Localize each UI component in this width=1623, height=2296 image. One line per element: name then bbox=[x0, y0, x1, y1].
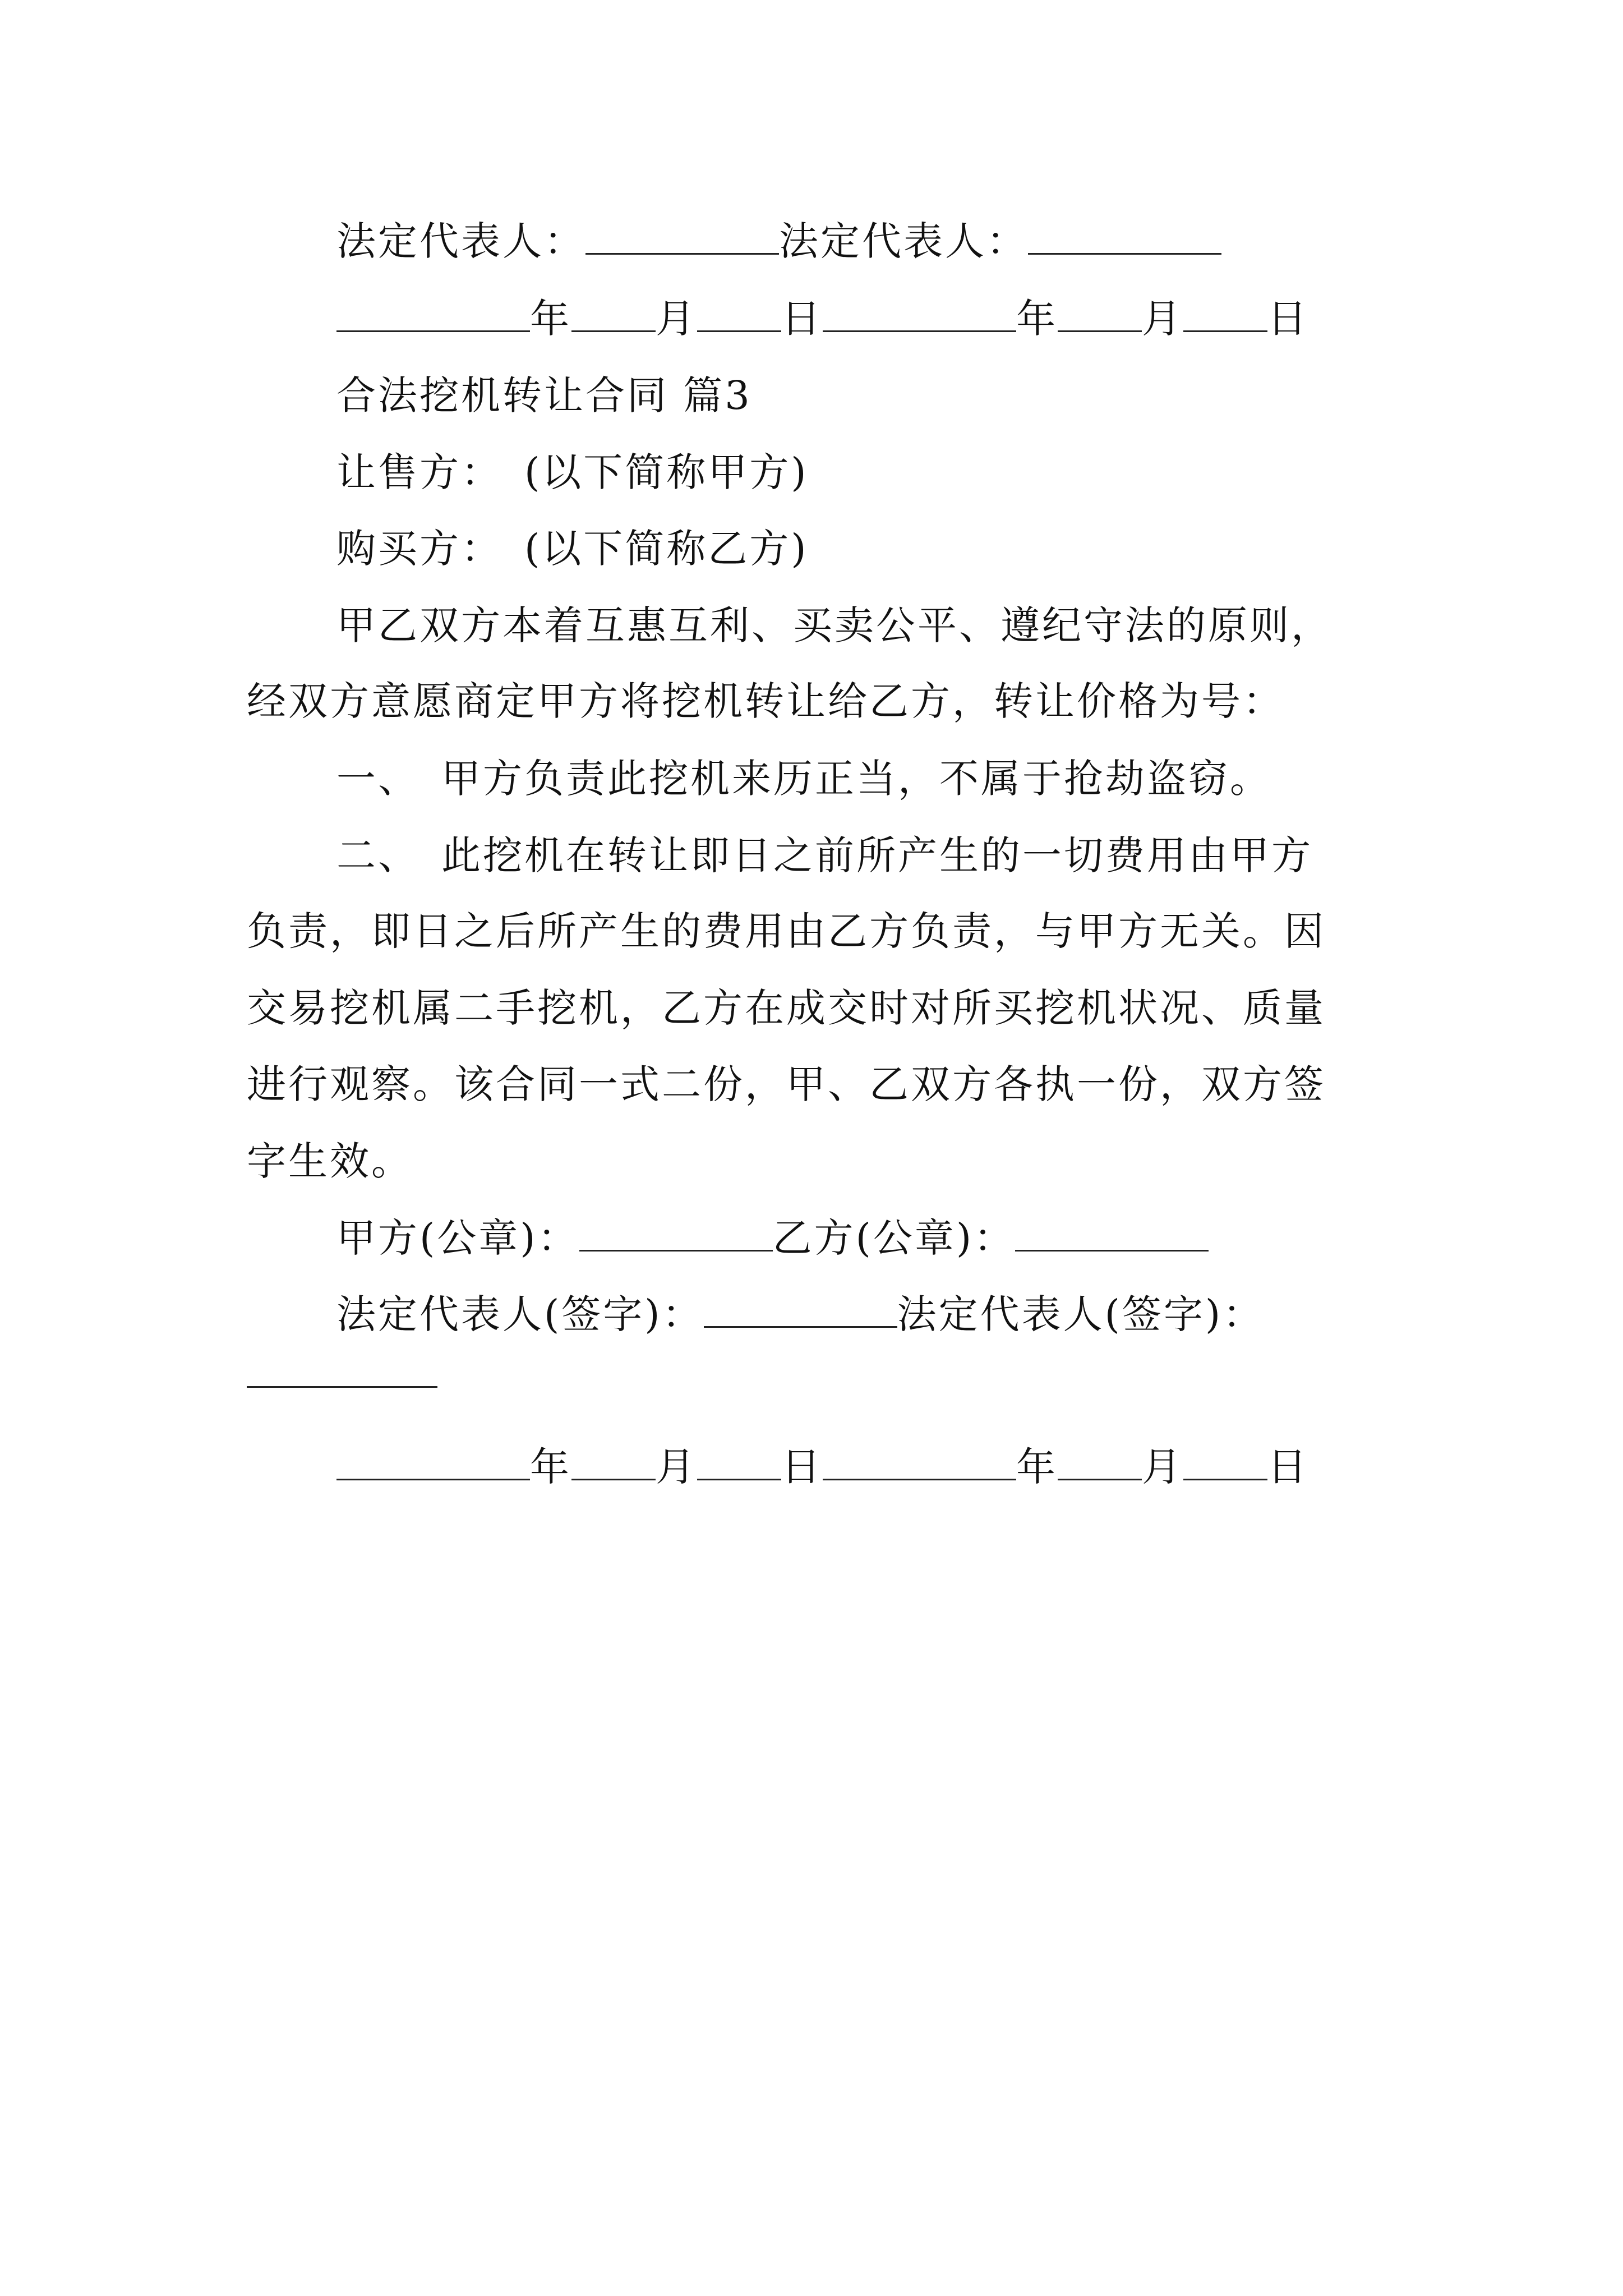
rep-sign-b-blank bbox=[247, 1347, 437, 1388]
date-c-day-label: 日 bbox=[781, 1444, 823, 1490]
rep-sign-a-label: 法定代表人(签字)： bbox=[336, 1291, 704, 1337]
date-c-year-blank bbox=[336, 1439, 530, 1480]
rep-sign-b-line bbox=[247, 1346, 437, 1402]
rep-b-blank bbox=[1028, 214, 1221, 255]
date-c-month-blank bbox=[571, 1439, 656, 1480]
clause-2-line-2: 负责，即日之后所产生的费用由乙方负责，与甲方无关。因 bbox=[247, 908, 1326, 954]
date-d-day-label: 日 bbox=[1267, 1444, 1309, 1490]
party-b-seal-blank bbox=[1015, 1211, 1209, 1251]
buyer-line: 购买方： (以下简称乙方) bbox=[336, 526, 809, 572]
clause-2-line-4: 进行观察。该合同一式二份，甲、乙双方各执一份，双方签 bbox=[247, 1061, 1326, 1107]
date-a-year-blank bbox=[336, 291, 530, 332]
date-a-day-blank bbox=[697, 291, 781, 332]
date-b-month-blank bbox=[1058, 291, 1142, 332]
date-c-day-blank bbox=[697, 1439, 781, 1480]
date-d-year-label: 年 bbox=[1016, 1444, 1058, 1490]
date-d-day-blank bbox=[1183, 1439, 1267, 1480]
date-c-year-label: 年 bbox=[530, 1444, 571, 1490]
rep-line-top bbox=[336, 213, 1221, 269]
date-a-month-label: 月 bbox=[656, 296, 697, 342]
contract-heading: 合法挖机转让合同 篇3 bbox=[336, 372, 752, 418]
party-a-seal-blank bbox=[579, 1211, 773, 1251]
rep-a-label: 法定代表人： bbox=[336, 218, 585, 264]
date-a-day-label: 日 bbox=[781, 296, 823, 342]
party-a-seal-label: 甲方(公章)： bbox=[336, 1215, 579, 1261]
rep-b-label: 法定代表人： bbox=[779, 218, 1028, 264]
rep-a-blank bbox=[585, 214, 779, 255]
rep-sign-line bbox=[336, 1286, 1264, 1342]
date-d-month-label: 月 bbox=[1142, 1444, 1183, 1490]
date-line-top bbox=[336, 291, 1309, 347]
date-b-day-label: 日 bbox=[1267, 296, 1309, 342]
date-d-year-blank bbox=[823, 1439, 1016, 1480]
party-b-seal-label: 乙方(公章)： bbox=[772, 1215, 1016, 1261]
date-c-month-label: 月 bbox=[656, 1444, 697, 1490]
clause-2-line-1: 二、 此挖机在转让即日之前所产生的一切费用由甲方 bbox=[336, 832, 1313, 878]
party-seal-line bbox=[336, 1210, 1209, 1266]
clause-2-line-5: 字生效。 bbox=[247, 1138, 413, 1184]
rep-sign-b-label: 法定代表人(签字)： bbox=[897, 1291, 1265, 1337]
date-b-month-label: 月 bbox=[1142, 296, 1183, 342]
date-line-bottom bbox=[336, 1439, 1309, 1495]
date-b-year-label: 年 bbox=[1016, 296, 1058, 342]
rep-sign-a-blank bbox=[704, 1287, 897, 1328]
clause-1: 一、 甲方负责此挖机来历正当，不属于抢劫盗窃。 bbox=[336, 756, 1271, 802]
date-b-day-blank bbox=[1183, 291, 1267, 332]
intro-line-2: 经双方意愿商定甲方将挖机转让给乙方，转让价格为号： bbox=[247, 678, 1284, 724]
clause-2-line-3: 交易挖机属二手挖机，乙方在成交时对所买挖机状况、质量 bbox=[247, 985, 1326, 1031]
date-a-month-blank bbox=[571, 291, 656, 332]
date-a-year-label: 年 bbox=[530, 296, 571, 342]
date-b-year-blank bbox=[823, 291, 1016, 332]
intro-line-1: 甲乙双方本着互惠互利、买卖公平、遵纪守法的原则， bbox=[336, 602, 1332, 648]
date-d-month-blank bbox=[1058, 1439, 1142, 1480]
seller-line: 让售方： (以下简称甲方) bbox=[336, 449, 809, 495]
